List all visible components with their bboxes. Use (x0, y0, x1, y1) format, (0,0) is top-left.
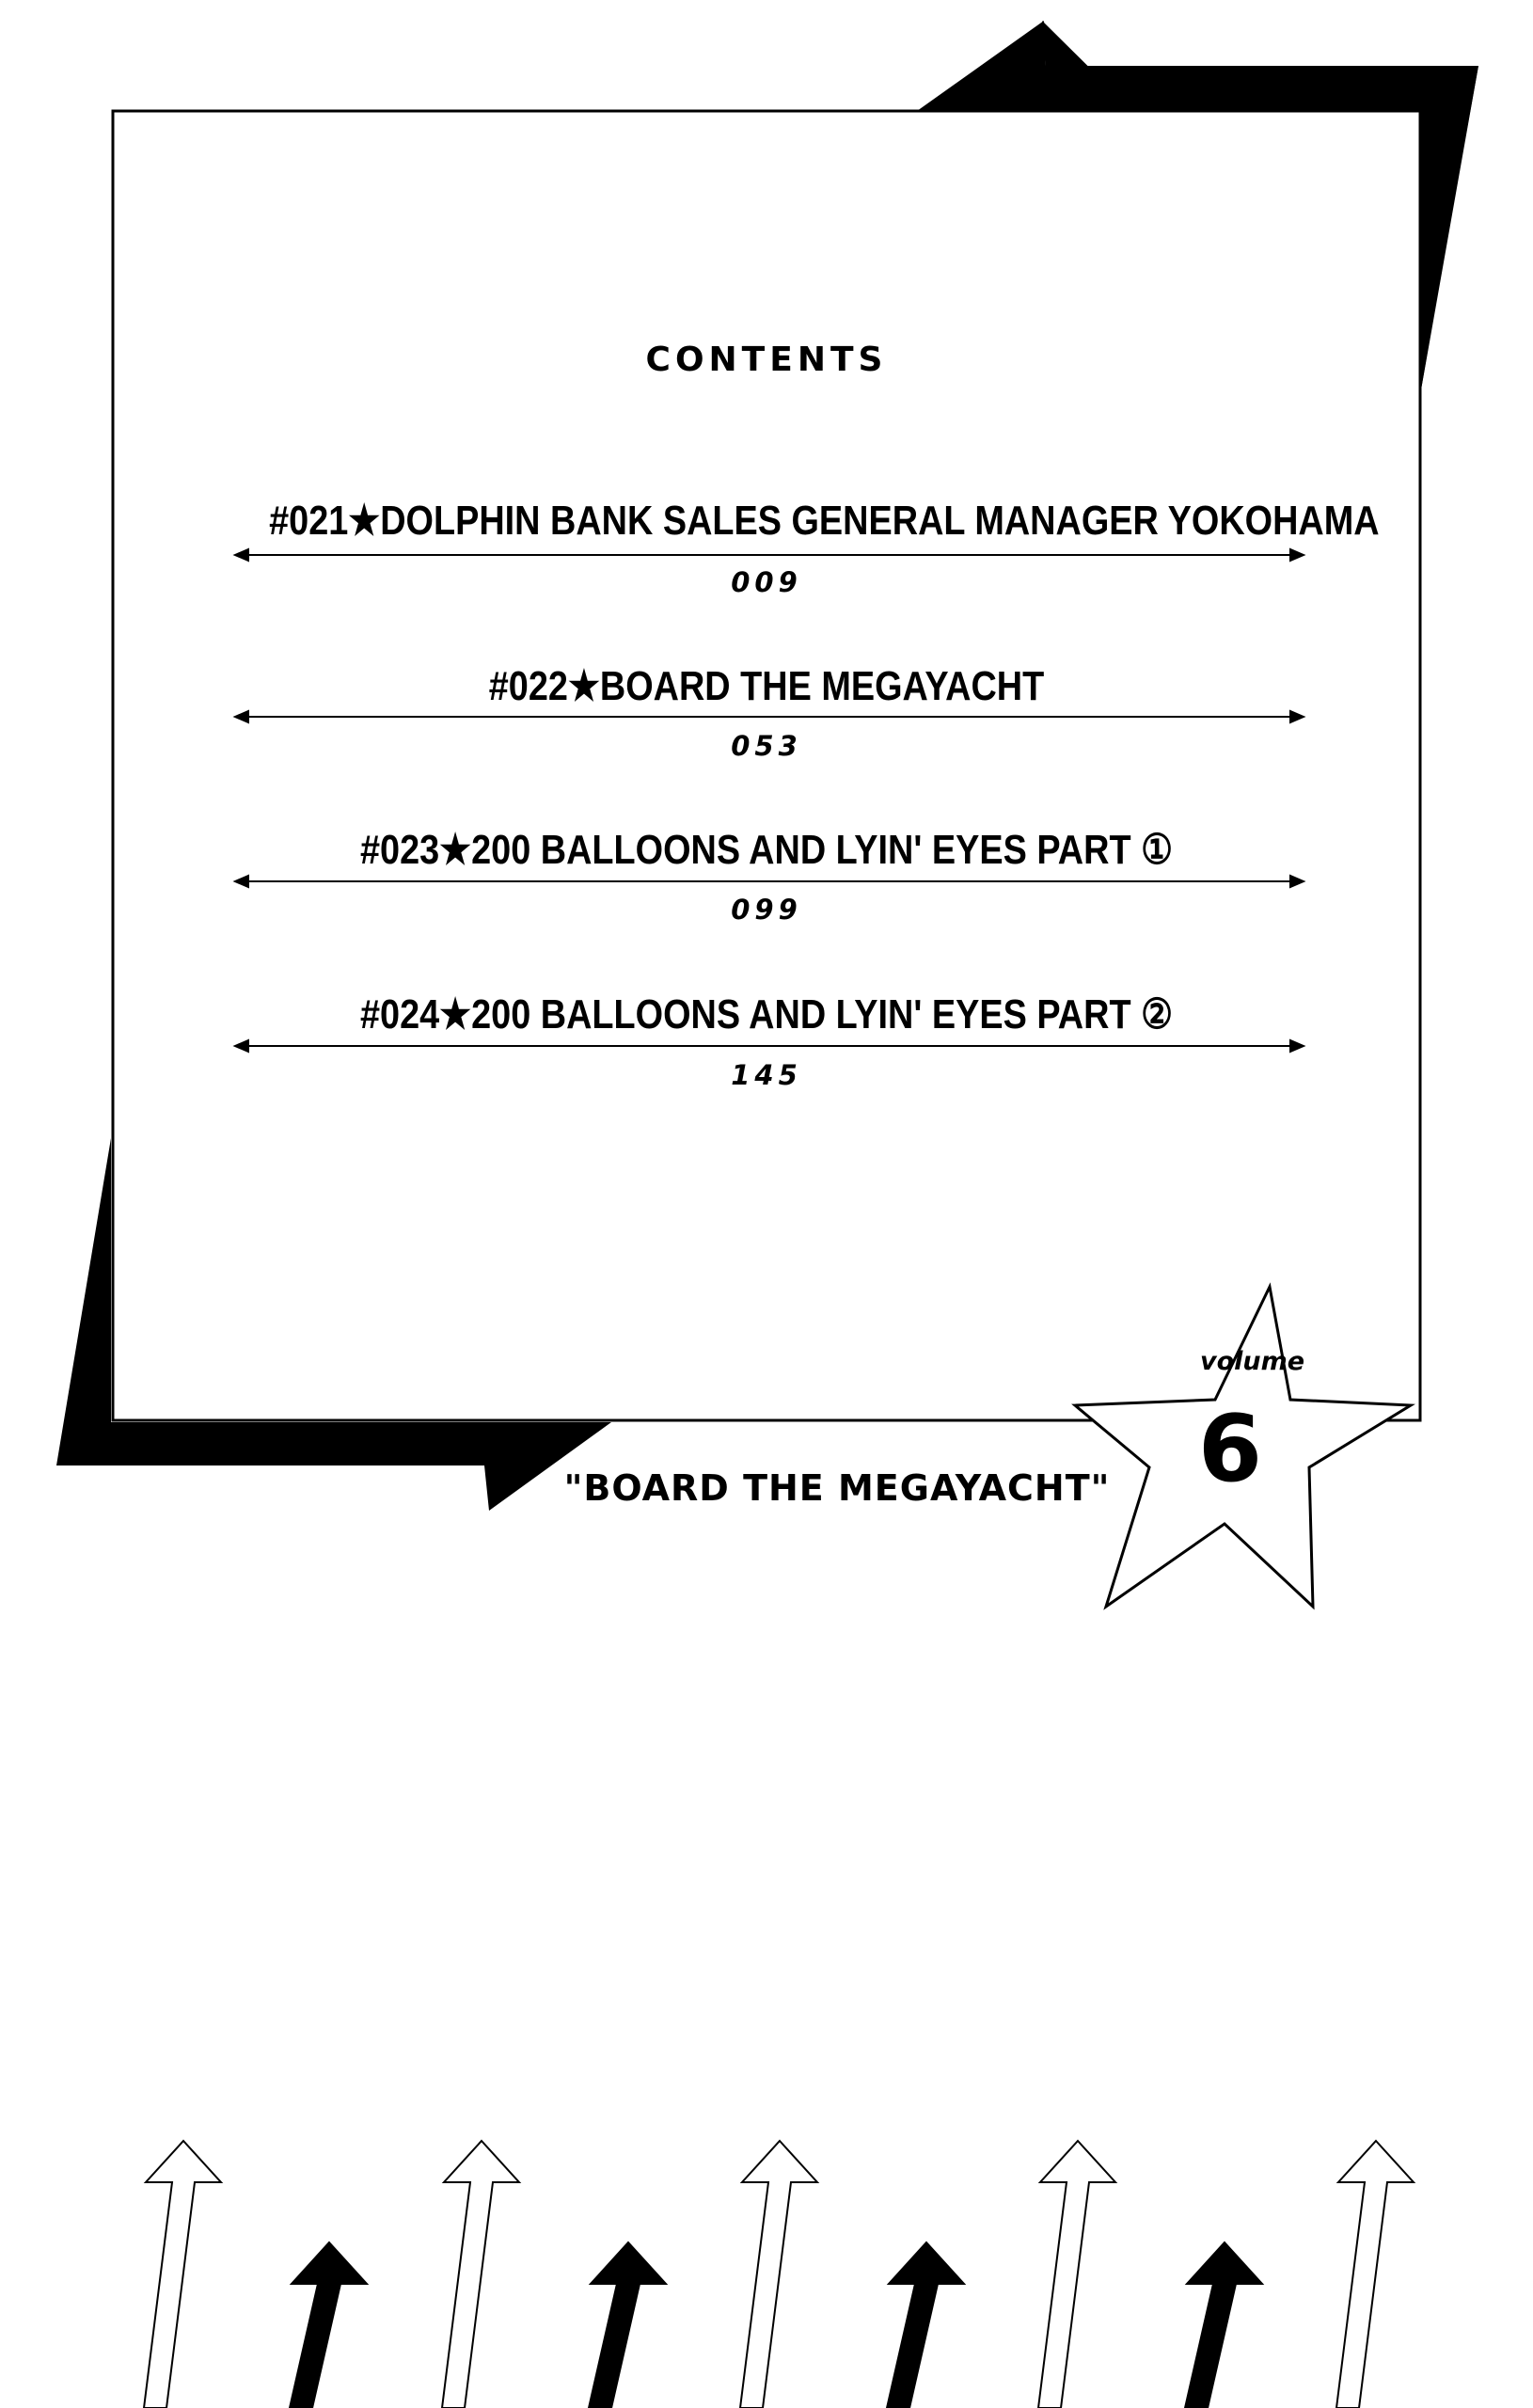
filled-arrow-icon (290, 2242, 367, 2408)
chapter-24-page: 145 (731, 1059, 802, 1091)
volume-subtitle: "BOARD THE MEGAYACHT" (563, 1467, 1111, 1509)
chapter-24-title[interactable] (269, 990, 1264, 1038)
chapter-name: 200 BALLOONS AND LYIN' EYES PART ① (471, 827, 1174, 873)
chapter-22-page: 053 (731, 730, 802, 762)
volume-label: volume (1200, 1347, 1305, 1376)
decorative-arrows (144, 2141, 1414, 2408)
chapter-23-title[interactable] (269, 826, 1264, 874)
contents-frame (113, 111, 1420, 1420)
chapter-name: 200 BALLOONS AND LYIN' EYES PART ② (471, 991, 1174, 1038)
chapter-name: BOARD THE MEGAYACHT (599, 663, 1045, 709)
chapter-number: #023 (359, 827, 440, 873)
chapter-22-title[interactable] (269, 662, 1264, 710)
filled-arrow-icon (589, 2242, 666, 2408)
chapter-number: #022 (488, 663, 568, 709)
chapter-name: DOLPHIN BANK SALES GENERAL MANAGER YOKOHAMA (380, 498, 1380, 544)
outline-arrow-icon (442, 2141, 519, 2408)
star-icon: ★ (567, 663, 600, 709)
chapter-21-page: 009 (731, 566, 802, 598)
filled-arrow-icon (887, 2242, 964, 2408)
star-icon: ★ (348, 498, 381, 544)
outline-arrow-icon (1336, 2141, 1414, 2408)
contents-heading: CONTENTS (645, 341, 888, 379)
outline-arrow-icon (144, 2141, 221, 2408)
outline-arrow-icon (740, 2141, 817, 2408)
chapter-21-title[interactable] (269, 497, 1380, 545)
chapter-number: #024 (359, 991, 440, 1038)
chapter-number: #021 (269, 498, 349, 544)
chapter-23-page: 099 (731, 894, 802, 926)
outline-arrow-icon (1038, 2141, 1115, 2408)
filled-arrow-icon (1185, 2242, 1262, 2408)
star-icon: ★ (439, 991, 472, 1038)
star-icon: ★ (439, 827, 472, 873)
volume-number: 6 (1197, 1396, 1263, 1503)
